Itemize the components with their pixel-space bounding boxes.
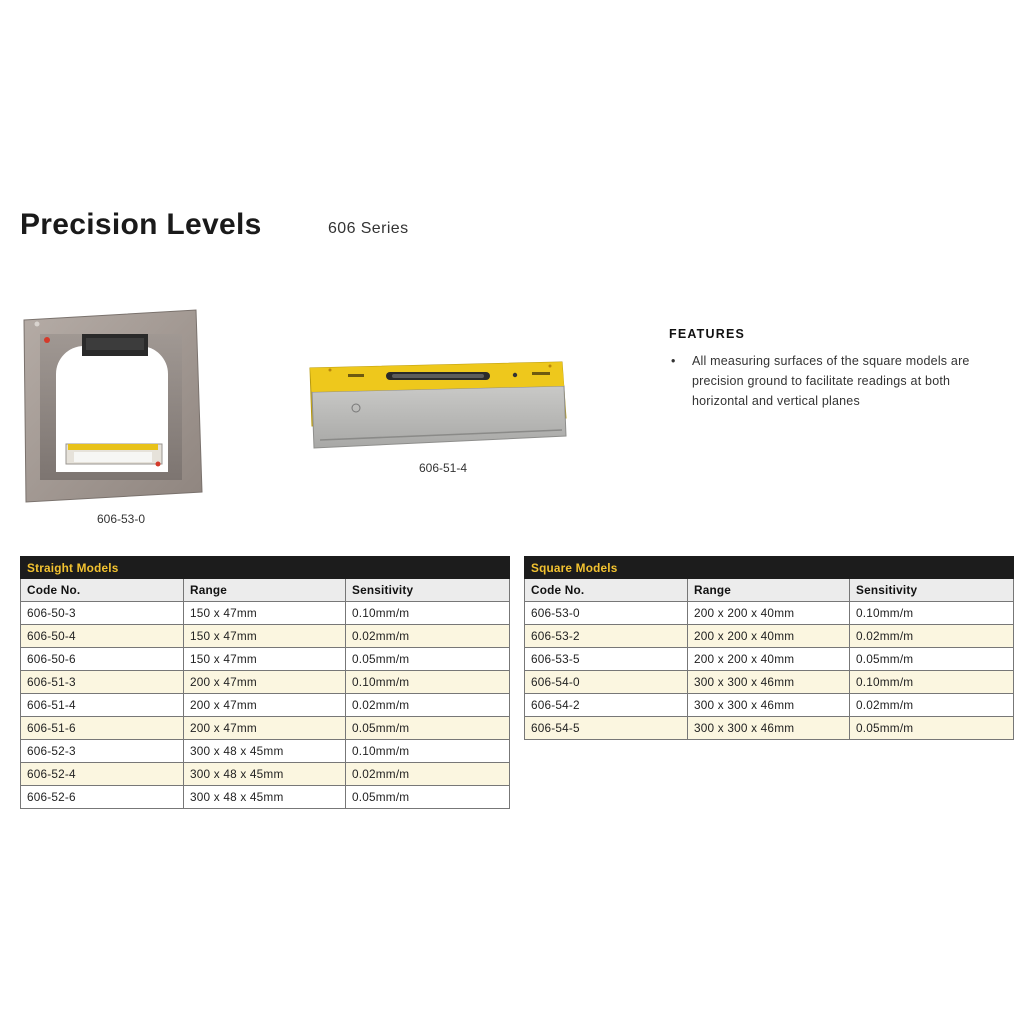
table-caption-row	[21, 557, 510, 579]
product-caption-square: 606-53-0	[96, 512, 146, 526]
sensitivity-cell: 0.05mm/m	[346, 648, 510, 671]
table-row	[21, 648, 510, 671]
straight-models-table	[20, 556, 510, 809]
sensitivity-cell: 0.10mm/m	[850, 671, 1014, 694]
range-cell: 200 x 47mm	[184, 671, 346, 694]
column-header: Sensitivity	[850, 579, 1014, 602]
range-cell: 300 x 300 x 46mm	[688, 717, 850, 740]
table-caption: Straight Models	[21, 557, 510, 579]
features-heading: FEATURES	[669, 327, 746, 341]
sensitivity-cell: 0.05mm/m	[346, 786, 510, 809]
code-cell: 606-52-4	[21, 763, 184, 786]
code-cell: 606-52-6	[21, 786, 184, 809]
range-cell: 200 x 200 x 40mm	[688, 625, 850, 648]
table-row	[21, 625, 510, 648]
code-cell: 606-54-0	[525, 671, 688, 694]
page-title: Precision Levels	[20, 208, 262, 241]
sensitivity-cell: 0.05mm/m	[850, 717, 1014, 740]
code-cell: 606-51-4	[21, 694, 184, 717]
sensitivity-cell: 0.10mm/m	[346, 740, 510, 763]
table-row	[21, 786, 510, 809]
code-cell: 606-50-6	[21, 648, 184, 671]
feature-item	[669, 351, 999, 411]
table-row	[21, 717, 510, 740]
code-cell: 606-53-0	[525, 602, 688, 625]
range-cell: 300 x 48 x 45mm	[184, 786, 346, 809]
table-row	[21, 694, 510, 717]
sensitivity-cell: 0.10mm/m	[346, 602, 510, 625]
code-cell: 606-50-3	[21, 602, 184, 625]
range-cell: 150 x 47mm	[184, 648, 346, 671]
column-header: Code No.	[21, 579, 184, 602]
range-cell: 300 x 300 x 46mm	[688, 671, 850, 694]
code-cell: 606-54-2	[525, 694, 688, 717]
range-cell: 200 x 200 x 40mm	[688, 602, 850, 625]
table-row	[525, 671, 1014, 694]
range-cell: 150 x 47mm	[184, 602, 346, 625]
straight-level-image	[300, 356, 572, 454]
sensitivity-cell: 0.02mm/m	[346, 763, 510, 786]
features-list	[669, 351, 999, 411]
sensitivity-cell: 0.02mm/m	[850, 694, 1014, 717]
square-models-table	[524, 556, 1014, 740]
range-cell: 300 x 48 x 45mm	[184, 740, 346, 763]
feature-text: All measuring surfaces of the square models are precision ground to facilitate readings at both horizontal and vertical planes	[692, 354, 970, 408]
table-row	[21, 740, 510, 763]
sensitivity-cell: 0.05mm/m	[850, 648, 1014, 671]
code-cell: 606-53-5	[525, 648, 688, 671]
code-cell: 606-51-3	[21, 671, 184, 694]
code-cell: 606-50-4	[21, 625, 184, 648]
column-header: Code No.	[525, 579, 688, 602]
table-row	[525, 717, 1014, 740]
code-cell: 606-53-2	[525, 625, 688, 648]
range-cell: 300 x 300 x 46mm	[688, 694, 850, 717]
range-cell: 150 x 47mm	[184, 625, 346, 648]
column-header: Range	[184, 579, 346, 602]
bullet-icon: •	[671, 354, 676, 368]
table-row	[525, 625, 1014, 648]
sensitivity-cell: 0.10mm/m	[850, 602, 1014, 625]
table-row	[525, 602, 1014, 625]
range-cell: 300 x 48 x 45mm	[184, 763, 346, 786]
table-row	[21, 602, 510, 625]
range-cell: 200 x 47mm	[184, 694, 346, 717]
sensitivity-cell: 0.02mm/m	[850, 625, 1014, 648]
series-label: 606 Series	[328, 220, 409, 237]
table-row	[21, 671, 510, 694]
table-header-row	[525, 579, 1014, 602]
sensitivity-cell: 0.02mm/m	[346, 694, 510, 717]
sensitivity-cell: 0.02mm/m	[346, 625, 510, 648]
range-cell: 200 x 47mm	[184, 717, 346, 740]
square-level-image	[20, 306, 206, 506]
table-row	[21, 763, 510, 786]
features-section	[669, 327, 999, 411]
code-cell: 606-51-6	[21, 717, 184, 740]
column-header: Sensitivity	[346, 579, 510, 602]
column-header: Range	[688, 579, 850, 602]
table-caption-row	[525, 557, 1014, 579]
code-cell: 606-52-3	[21, 740, 184, 763]
product-caption-straight: 606-51-4	[418, 461, 468, 475]
sensitivity-cell: 0.05mm/m	[346, 717, 510, 740]
table-header-row	[21, 579, 510, 602]
range-cell: 200 x 200 x 40mm	[688, 648, 850, 671]
table-row	[525, 694, 1014, 717]
code-cell: 606-54-5	[525, 717, 688, 740]
table-row	[525, 648, 1014, 671]
table-caption: Square Models	[525, 557, 1014, 579]
sensitivity-cell: 0.10mm/m	[346, 671, 510, 694]
